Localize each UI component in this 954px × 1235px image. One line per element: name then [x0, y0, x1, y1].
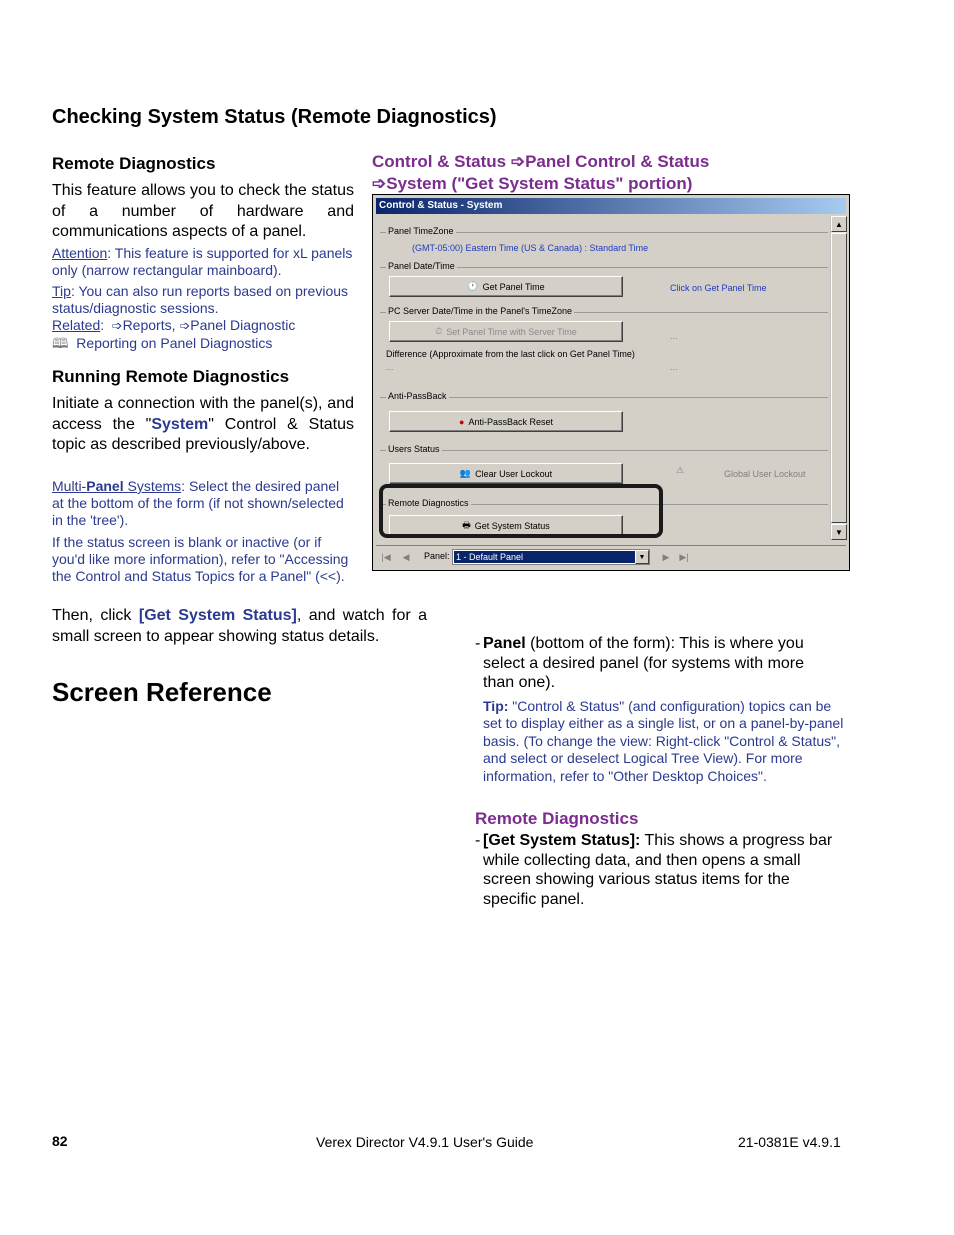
system-ref: System	[151, 415, 209, 433]
chevron-down-icon[interactable]: ▼	[635, 550, 649, 564]
attention-note: Attention: This feature is supported for xL panels only (narrow rectangular mainboard).	[52, 245, 353, 278]
antipassback-reset-button[interactable]: ● Anti-PassBack Reset	[389, 411, 623, 432]
vertical-scrollbar[interactable]	[830, 216, 846, 540]
footer-title: Verex Director V4.9.1 User's Guide	[316, 1134, 534, 1150]
warning-icon: ⚠	[676, 465, 685, 475]
reports-link[interactable]: Reports,	[122, 317, 176, 333]
caption-line1: Control & Status ➩Panel Control & Status	[372, 152, 710, 171]
panel-diagnostic-link[interactable]: Panel Diagnostic	[190, 317, 296, 333]
section-heading-remote-diagnostics: Remote Diagnostics	[52, 154, 216, 173]
multi-panel-link[interactable]: Multi-Panel Systems	[52, 478, 182, 494]
scroll-up-icon[interactable]: ▲	[831, 216, 847, 232]
arrow-icon: ➩	[108, 318, 123, 333]
clock-icon: ⏱	[435, 326, 443, 336]
page-number: 82	[52, 1133, 68, 1149]
panel-navbar	[376, 545, 846, 567]
arrow-icon: ➩	[510, 152, 526, 171]
clock-icon: 🕐	[467, 281, 479, 291]
tip-note: Tip: You can also run reports based on previous status/diagnostic sessions.	[52, 283, 349, 316]
set-panel-time-button[interactable]: ⏱ Set Panel Time with Server Time	[389, 321, 623, 342]
group-panel-timezone: Panel TimeZone (GMT-05:00) Eastern Time (US & Canada) : Standard Time	[380, 232, 828, 258]
group-remote-diagnostics: Remote Diagnostics 🖶 Get System Status	[380, 504, 828, 540]
section1-body: This feature allows you to check the status of a number of hardware and communications aspects of a panel.	[52, 182, 354, 240]
remote-diagnostics-subheading: Remote Diagnostics	[475, 809, 639, 828]
tip-link[interactable]: Tip	[52, 283, 71, 299]
arrow-icon: ➩	[372, 174, 387, 193]
panel-select[interactable]: 1 - Default Panel ▼	[452, 549, 650, 565]
difference-label: Difference (Approximate from the last click on Get Panel Time)	[386, 349, 635, 359]
scroll-thumb[interactable]	[831, 233, 847, 523]
book-icon: 🕮	[52, 335, 69, 351]
click-hint: Click on Get Panel Time	[670, 283, 767, 293]
get-panel-time-button[interactable]: 🕐 Get Panel Time	[389, 276, 623, 297]
difference-value-left: ...	[386, 362, 394, 372]
reporting-link[interactable]: Reporting on Panel Diagnostics	[76, 335, 273, 351]
difference-value-right: ...	[670, 362, 678, 372]
first-record-icon[interactable]: |◀	[381, 551, 391, 562]
attention-link[interactable]: Attention	[52, 245, 108, 261]
caption-line2: ➩System ("Get System Status" portion)	[372, 174, 693, 193]
timezone-value: (GMT-05:00) Eastern Time (US & Canada) : Standard Time	[412, 243, 649, 253]
next-record-icon[interactable]: ▶	[662, 551, 670, 562]
server-time-value: ...	[670, 331, 678, 341]
group-pc-server: PC Server Date/Time in the Panel's TimeZone ⏱ Set Panel Time with Server Time ...	[380, 312, 828, 352]
page-heading: Checking System Status (Remote Diagnostics)	[52, 106, 497, 128]
scroll-down-icon[interactable]: ▼	[831, 524, 847, 540]
prev-record-icon[interactable]: ◀	[402, 551, 410, 562]
gss-bullet: - [Get System Status]: This shows a progress bar while collecting data, and then opens a small screen showing various status items for the specific panel.	[475, 832, 833, 908]
section2-body: Initiate a connection with the panel(s), and access the "System" Control & Status topic as described previously/above.	[52, 395, 355, 453]
reporting-note	[52, 335, 354, 352]
panel-select-label: Panel:	[424, 551, 450, 561]
multi-panel-note: Multi-Panel Systems: Select the desired panel at the bottom of the form (if not shown/selected in the 'tree').	[52, 478, 344, 528]
stop-icon: ●	[459, 416, 465, 427]
blank-status-note: If the status screen is blank or inactive (or if you'd like more information), refer to "Accessing the Control and Status Topics for a Panel" (<<).	[52, 534, 349, 584]
get-system-status-button[interactable]: 🖶 Get System Status	[389, 515, 623, 536]
section-heading-running: Running Remote Diagnostics	[52, 367, 290, 386]
window-title: Control & Status - System	[376, 198, 846, 214]
get-system-status-ref: [Get System Status]	[138, 607, 297, 624]
related-note: Related: ➩Reports, ➩Panel Diagnostic	[52, 317, 296, 333]
last-record-icon[interactable]: ▶|	[679, 551, 689, 562]
arrow-icon: ➩	[179, 318, 191, 333]
footer-doc-id: 21-0381E v4.9.1	[738, 1134, 841, 1150]
right-tip-note: Tip: "Control & Status" (and configuration) topics can be set to display either as a single list, or on a panel-by-panel basis. (To change the view: Right-click "Control & Status", and select or deselect Logical Tree View). For more information, refer to "Other Desktop Choices".	[483, 698, 844, 784]
related-link[interactable]: Related	[52, 317, 101, 333]
group-users-status: Users Status 👥 Clear User Lockout ⚠ Global User Lockout	[380, 450, 828, 490]
then-click-text: Then, click [Get System Status], and watch for a small screen to appear showing status details.	[52, 607, 427, 645]
panel-bullet: - Panel (bottom of the form): This is where you select a desired panel (for systems with more than one).	[475, 635, 805, 691]
group-panel-datetime: Panel Date/Time 🕐 Get Panel Time Click on Get Panel Time	[380, 267, 828, 307]
status-icon: 🖶	[462, 519, 471, 530]
clear-user-lockout-button[interactable]: 👥 Clear User Lockout	[389, 463, 623, 484]
global-user-lockout-checkbox[interactable]: Global User Lockout	[724, 469, 806, 479]
highlight-ring	[379, 484, 663, 538]
screen-reference-heading: Screen Reference	[52, 677, 272, 707]
group-antipassback: Anti-PassBack ● Anti-PassBack Reset	[380, 397, 828, 437]
user-icon: 👥	[459, 468, 472, 478]
